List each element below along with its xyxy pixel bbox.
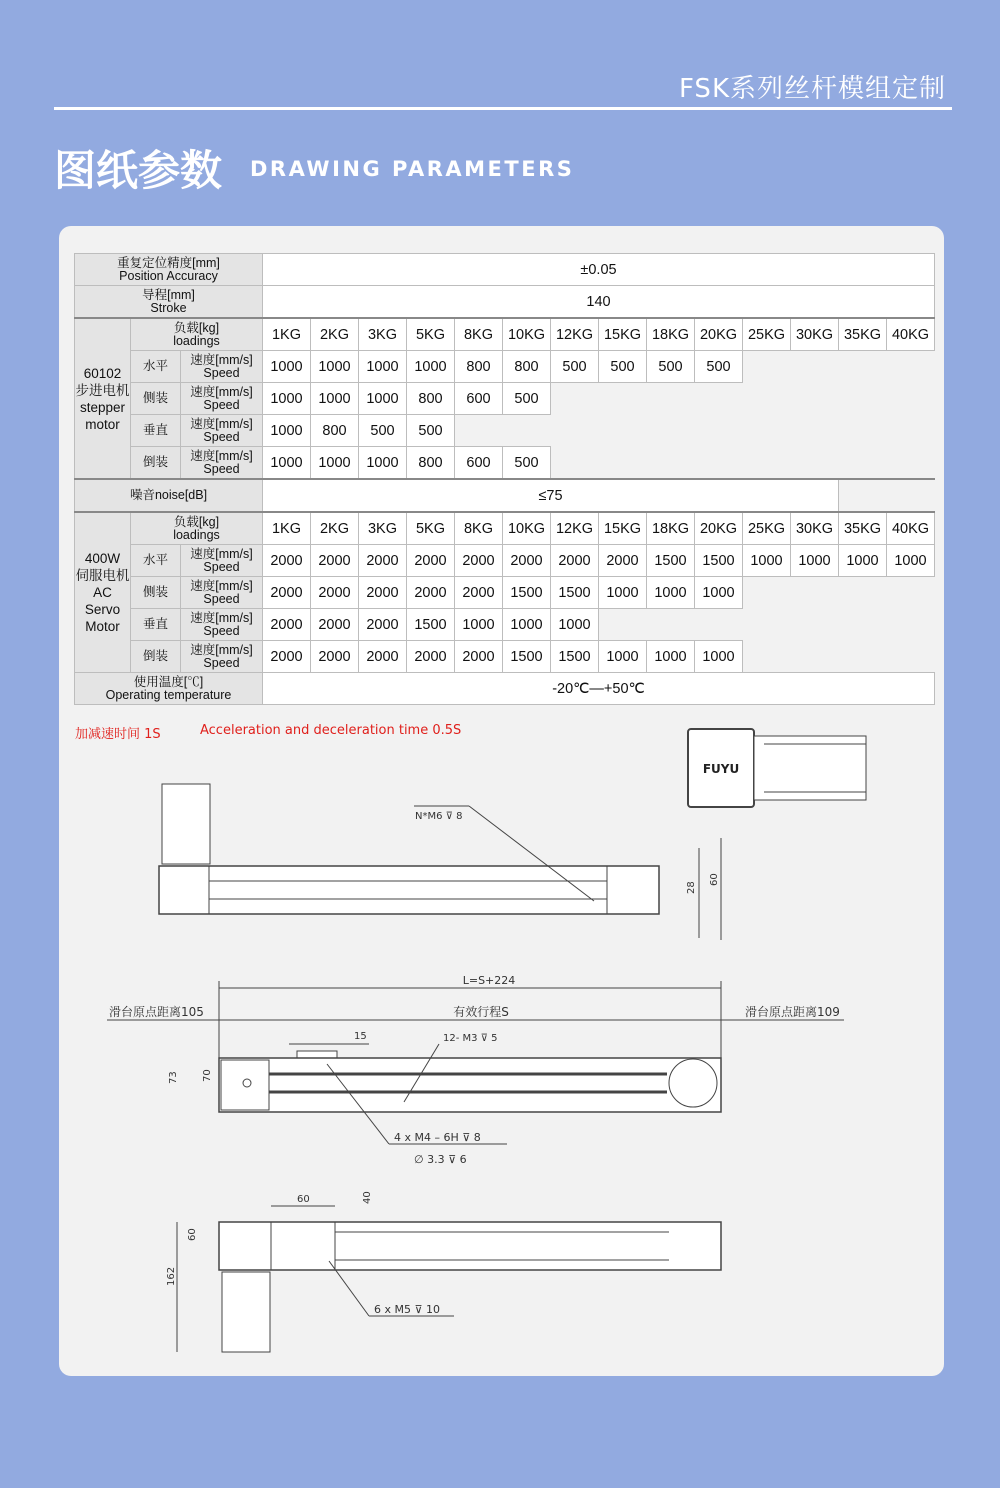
brand-logo: FUYU (702, 762, 740, 776)
cell-text: 水平 (142, 359, 168, 373)
cell-text: 2000 (606, 552, 639, 569)
dim-28: 28 (686, 881, 697, 894)
cell-text: 10KG (507, 326, 546, 343)
label-m3: 12- M3 ⊽ 5 (443, 1033, 498, 1044)
cell-text: 2000 (270, 648, 303, 665)
cell-text: 速度[mm/s] (190, 448, 253, 463)
cell-text: 3KG (367, 326, 397, 343)
cell-text: 使用温度[℃] (133, 674, 204, 689)
cell-text: 1000 (654, 648, 687, 665)
cell-text: -20℃—+50℃ (552, 680, 645, 697)
end-view (688, 729, 866, 807)
cell-text: ≤75 (538, 487, 563, 504)
cell-text: Position Accuracy (119, 268, 218, 283)
cell-text: 速度[mm/s] (190, 642, 253, 657)
cell-text: 25KG (747, 326, 786, 343)
cell-text: 1000 (606, 648, 639, 665)
label-n-m6: N*M6 ⊽ 8 (415, 811, 463, 822)
cell-text: 800 (322, 422, 347, 439)
cell-text: Speed (203, 397, 240, 412)
cell-text: 1500 (510, 648, 543, 665)
dim-60-b: 60 (297, 1194, 310, 1205)
cell-text: 2000 (270, 584, 303, 601)
cell-text: stepper (79, 399, 126, 415)
cell-text: 1500 (414, 616, 447, 633)
cell-text: 500 (610, 358, 635, 375)
cell-text: 500 (514, 390, 539, 407)
dim-60-c: 60 (187, 1228, 198, 1241)
cell-text: 噪音noise[dB] (129, 488, 208, 502)
brand-title: FSK系列丝杆模组定制 (678, 74, 946, 104)
cell-text: 30KG (795, 520, 834, 537)
cell-text: 侧装 (142, 585, 168, 599)
cell-text: 水平 (142, 553, 168, 567)
cell-text: loadings (173, 333, 220, 348)
cell-text: 800 (418, 454, 443, 471)
cell-text: 800 (418, 390, 443, 407)
divider (54, 107, 952, 110)
cell-text: 1000 (894, 552, 927, 569)
cell-text: 400W (84, 551, 121, 566)
cell-text: Stroke (150, 300, 187, 315)
cell-text: 2000 (366, 584, 399, 601)
cell-text: 1000 (606, 584, 639, 601)
cell-text: loadings (173, 527, 220, 542)
label-origin-right: 滑台原点距离109 (745, 1005, 840, 1019)
cell-text: 600 (466, 390, 491, 407)
cell-text: 1500 (654, 552, 687, 569)
cell-text: 500 (562, 358, 587, 375)
label-stroke: 有效行程S (453, 1005, 509, 1019)
cell-text: 800 (514, 358, 539, 375)
top-view (107, 974, 844, 1166)
cell-text: motor (85, 416, 120, 432)
cell-text: 15KG (603, 326, 642, 343)
cell-text: 1000 (318, 390, 351, 407)
cell-text: 速度[mm/s] (190, 578, 253, 593)
cell-text: 重复定位精度[mm] (117, 255, 220, 270)
cell-text: AC (93, 585, 112, 600)
cell-text: 10KG (507, 520, 546, 537)
cell-text: 12KG (555, 520, 594, 537)
cell-text: 1000 (702, 584, 735, 601)
label-m5: 6 x M5 ⊽ 10 (374, 1303, 441, 1316)
cell-text: 3KG (367, 520, 397, 537)
cell-text: 负载[kg] (173, 514, 220, 529)
cell-text: Speed (203, 559, 240, 574)
page-subtitle: DRAWING PARAMETERS (250, 157, 575, 181)
cell-text: 8KG (463, 326, 493, 343)
cell-text: 2000 (414, 552, 447, 569)
cell-text: 1000 (270, 390, 303, 407)
cell-text: Speed (203, 591, 240, 606)
cell-text: 1500 (558, 648, 591, 665)
technical-drawing (59, 226, 944, 1376)
cell-text: 8KG (463, 520, 493, 537)
cell-text: 5KG (415, 520, 445, 537)
cell-text: 2KG (319, 326, 349, 343)
cell-text: 500 (658, 358, 683, 375)
bottom-view (166, 1191, 721, 1352)
cell-text: Servo (84, 602, 121, 617)
cell-text: 800 (466, 358, 491, 375)
cell-text: 2000 (558, 552, 591, 569)
cell-text: 1000 (270, 422, 303, 439)
cell-text: 1000 (414, 358, 447, 375)
cell-text: Speed (203, 461, 240, 476)
label-origin-left: 滑台原点距离105 (109, 1005, 204, 1019)
cell-text: 伺服电机 (75, 568, 130, 583)
cell-text: 500 (370, 422, 395, 439)
cell-text: 500 (514, 454, 539, 471)
dim-15: 15 (354, 1031, 367, 1042)
cell-text: 2000 (366, 648, 399, 665)
cell-text: 2000 (318, 616, 351, 633)
cell-text: 20KG (699, 520, 738, 537)
cell-text: 1000 (846, 552, 879, 569)
cell-text: 1000 (366, 390, 399, 407)
cell-text: Operating temperature (105, 687, 232, 702)
cell-text: 1000 (366, 454, 399, 471)
dim-length: L=S+224 (462, 974, 516, 987)
cell-text: Speed (203, 655, 240, 670)
cell-text: 2000 (366, 552, 399, 569)
cell-text: 30KG (795, 326, 834, 343)
cell-text: 35KG (843, 326, 882, 343)
cell-text: 25KG (747, 520, 786, 537)
page-title: 图纸参数 (54, 146, 223, 195)
cell-text: 倒装 (142, 649, 168, 663)
cell-text: 2000 (270, 552, 303, 569)
cell-text: 35KG (843, 520, 882, 537)
cell-text: 600 (466, 454, 491, 471)
cell-text: 1000 (702, 648, 735, 665)
cell-text: Speed (203, 623, 240, 638)
cell-text: 1500 (702, 552, 735, 569)
cell-text: 1000 (558, 616, 591, 633)
cell-text: 1KG (271, 326, 301, 343)
cell-text: 垂直 (142, 617, 168, 631)
cell-text: 60102 (83, 365, 122, 381)
spec-card (59, 226, 944, 1376)
cell-text: 2KG (319, 520, 349, 537)
cell-text: 2000 (318, 584, 351, 601)
accel-note-en: Acceleration and deceleration time 0.5S (200, 723, 462, 738)
cell-text: 140 (586, 293, 611, 310)
cell-text: 速度[mm/s] (190, 352, 253, 367)
cell-text: 1000 (654, 584, 687, 601)
cell-text: 2000 (318, 648, 351, 665)
cell-text: 侧装 (142, 391, 168, 405)
cell-text: 负载[kg] (173, 320, 220, 335)
cell-text: ±0.05 (580, 261, 617, 278)
cell-text: 2000 (270, 616, 303, 633)
cell-text: 1000 (462, 616, 495, 633)
cell-text: Motor (85, 619, 120, 634)
cell-text: 速度[mm/s] (190, 610, 253, 625)
side-view (159, 784, 721, 940)
cell-text: 导程[mm] (142, 287, 195, 302)
dim-40: 40 (362, 1191, 373, 1204)
cell-text: 1000 (750, 552, 783, 569)
cell-text: 5KG (415, 326, 445, 343)
cell-text: 垂直 (142, 423, 168, 437)
cell-text: 2000 (462, 552, 495, 569)
cell-text: 1000 (798, 552, 831, 569)
cell-text: Speed (203, 429, 240, 444)
cell-text: 2000 (318, 552, 351, 569)
cell-text: 2000 (366, 616, 399, 633)
cell-text: 1000 (366, 358, 399, 375)
cell-text: 500 (418, 422, 443, 439)
cell-text: 40KG (891, 520, 930, 537)
cell-text: 1000 (270, 454, 303, 471)
cell-text: 18KG (651, 520, 690, 537)
cell-text: 1500 (558, 584, 591, 601)
cell-text: 18KG (651, 326, 690, 343)
cell-text: 15KG (603, 520, 642, 537)
cell-text: 2000 (414, 584, 447, 601)
cell-text: 1000 (270, 358, 303, 375)
cell-text: 20KG (699, 326, 738, 343)
dim-162: 162 (166, 1266, 177, 1286)
cell-text: 40KG (891, 326, 930, 343)
cell-text: 1500 (510, 584, 543, 601)
cell-text: Speed (203, 365, 240, 380)
dim-70: 70 (202, 1069, 213, 1082)
cell-text: 2000 (414, 648, 447, 665)
cell-text: 2000 (462, 584, 495, 601)
cell-text: 1000 (318, 358, 351, 375)
cell-text: 倒装 (142, 455, 168, 469)
label-diameter: ∅ 3.3 ⊽ 6 (414, 1153, 467, 1166)
label-m4: 4 x M4 – 6H ⊽ 8 (394, 1131, 481, 1144)
accel-note-cn: 加减速时间 1S (75, 727, 161, 742)
cell-text: 速度[mm/s] (190, 384, 253, 399)
dim-60: 60 (709, 873, 720, 886)
cell-text: 步进电机 (75, 382, 130, 398)
cell-text: 2000 (462, 648, 495, 665)
cell-text: 2000 (510, 552, 543, 569)
cell-text: 500 (706, 358, 731, 375)
dim-73: 73 (168, 1071, 179, 1084)
cell-text: 速度[mm/s] (190, 546, 253, 561)
cell-text: 12KG (555, 326, 594, 343)
cell-text: 1000 (318, 454, 351, 471)
cell-text: 速度[mm/s] (190, 416, 253, 431)
cell-text: 1000 (510, 616, 543, 633)
cell-text: 1KG (271, 520, 301, 537)
